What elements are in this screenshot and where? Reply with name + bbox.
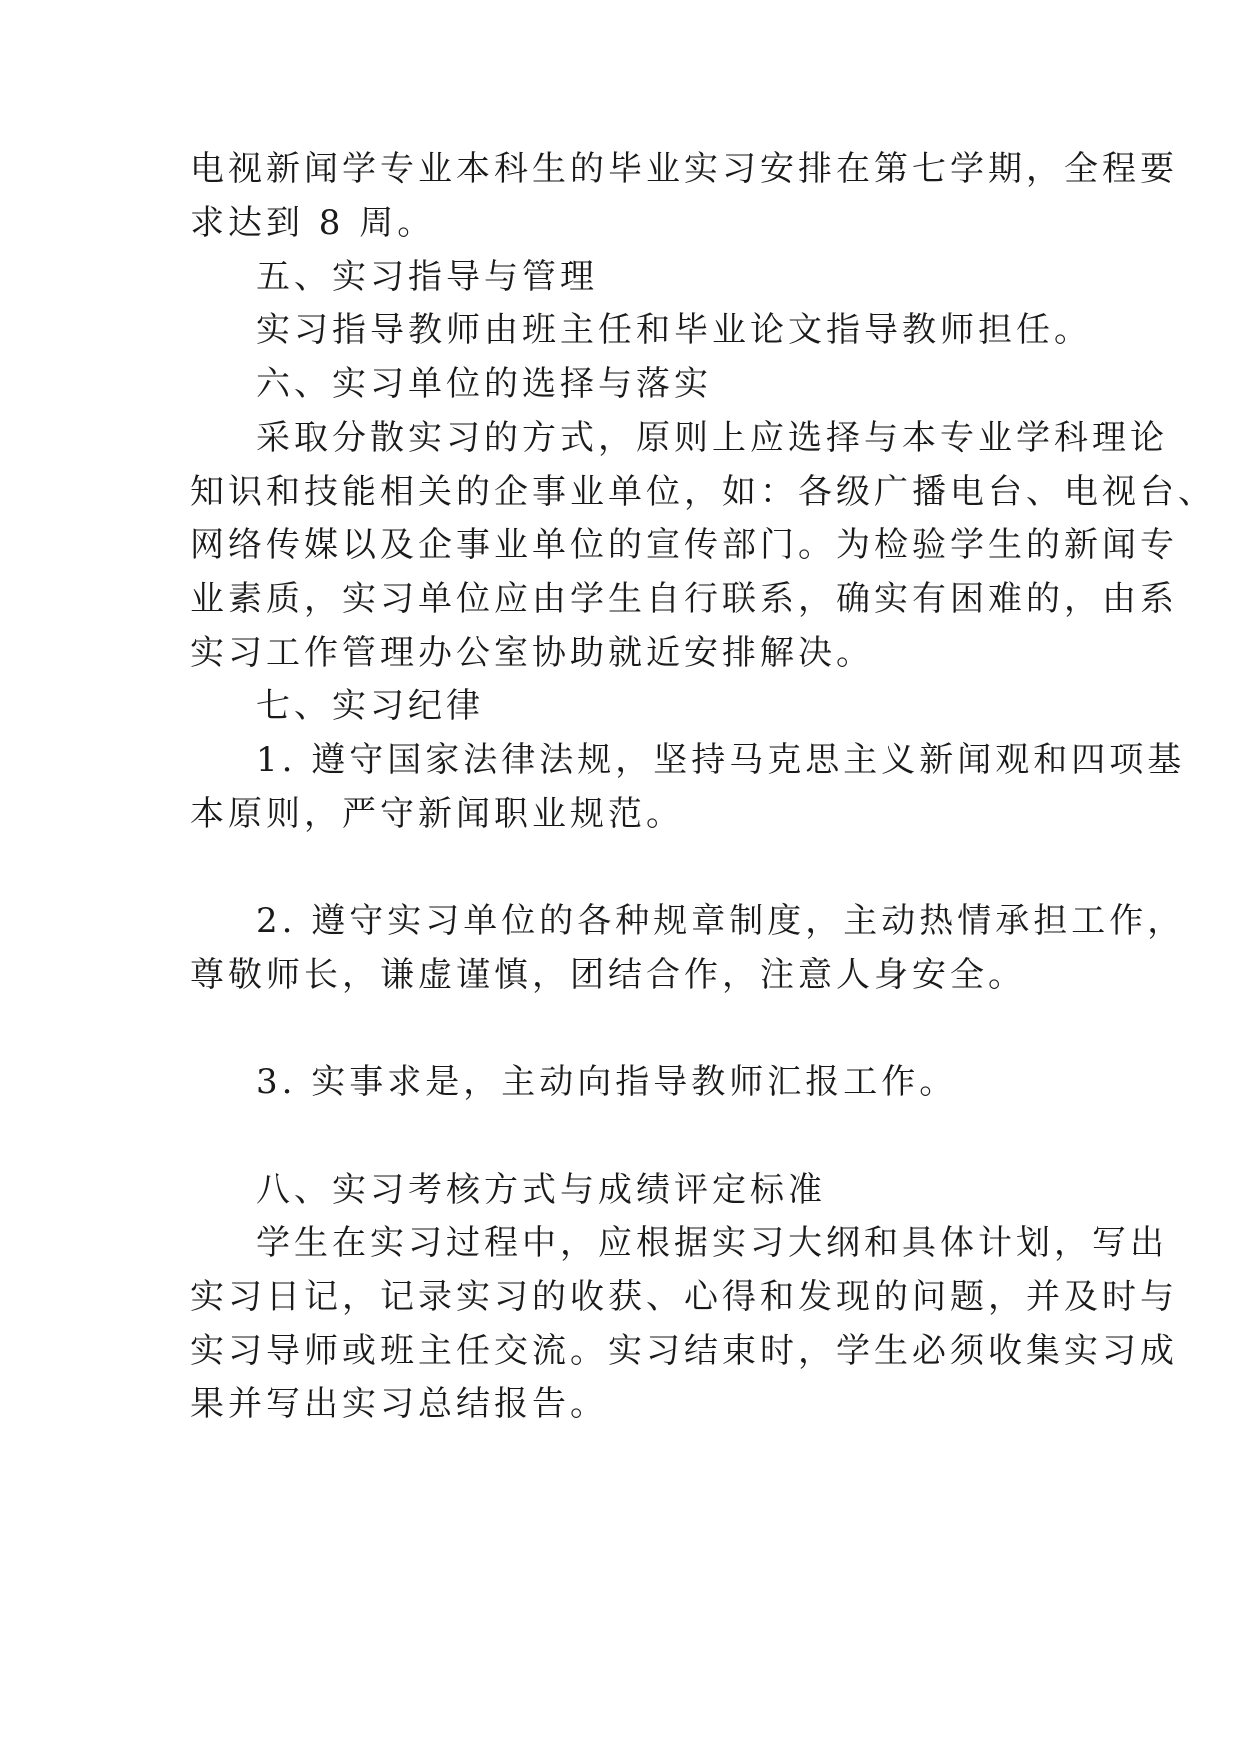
body-text-line: 学生在实习过程中，应根据实习大纲和具体计划，写出 [256,1223,1168,1263]
body-text-line: 实习导师或班主任交流。实习结束时，学生必须收集实习成 [190,1331,1178,1371]
body-text-line: 实习工作管理办公室协助就近安排解决。 [190,633,874,673]
rule-item: 1. 遵守国家法律法规，坚持马克思主义新闻观和四项基 [256,740,1186,780]
section-heading: 七、实习纪律 [256,686,484,726]
body-text-line: 网络传媒以及企事业单位的宣传部门。为检验学生的新闻专 [190,525,1178,565]
rule-item: 2. 遵守实习单位的各种规章制度，主动热情承担工作， [256,901,1186,941]
body-text-line: 求达到 8 周。 [190,203,436,243]
body-text-line: 知识和技能相关的企事业单位，如：各级广播电台、电视台、 [190,472,1216,512]
body-text-line: 业素质，实习单位应由学生自行联系，确实有困难的，由系 [190,579,1178,619]
section-heading: 五、实习指导与管理 [256,257,598,297]
rule-item: 3. 实事求是，主动向指导教师汇报工作。 [256,1062,958,1102]
body-text-line: 尊敬师长，谦虚谨慎，团结合作，注意人身安全。 [190,955,1026,995]
body-text-line: 果并写出实习总结报告。 [190,1384,608,1424]
section-heading: 八、实习考核方式与成绩评定标准 [256,1170,826,1210]
section-heading: 六、实习单位的选择与落实 [256,364,712,404]
body-text-line: 实习指导教师由班主任和毕业论文指导教师担任。 [256,310,1092,350]
body-text-line: 电视新闻学专业本科生的毕业实习安排在第七学期，全程要 [190,149,1178,189]
body-text-line: 实习日记，记录实习的收获、心得和发现的问题，并及时与 [190,1277,1178,1317]
body-text-line: 本原则，严守新闻职业规范。 [190,794,684,834]
body-text-line: 采取分散实习的方式，原则上应选择与本专业学科理论 [256,418,1168,458]
